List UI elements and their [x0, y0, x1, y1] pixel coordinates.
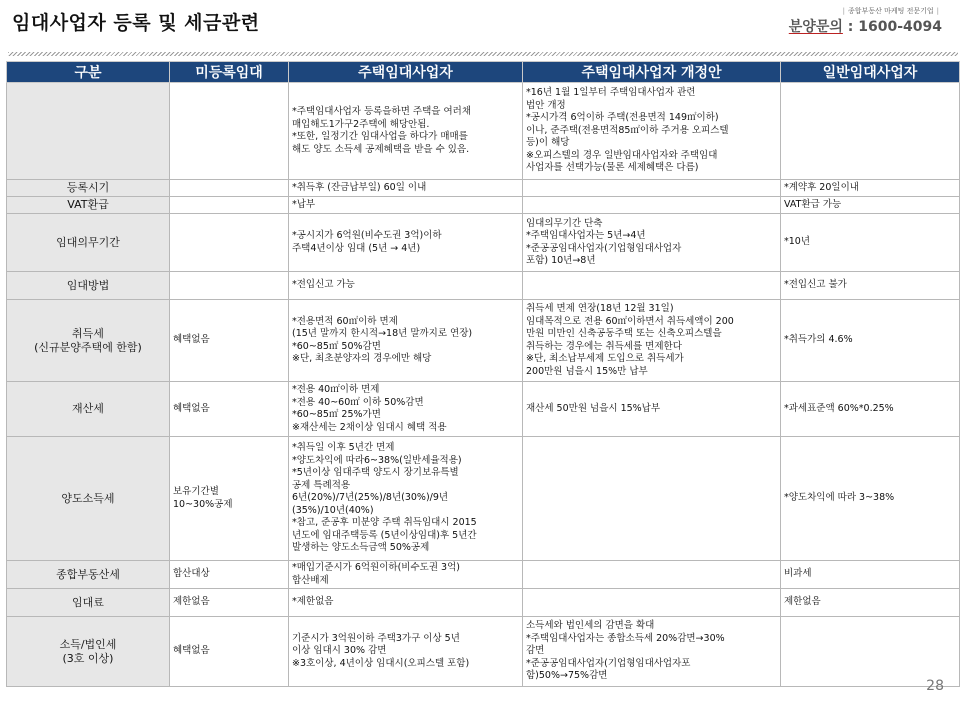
table-header-row [7, 62, 960, 83]
contact-label: 분양문의 [788, 19, 843, 35]
cell-general [781, 83, 960, 180]
cell-housing: *매입기준시가 6억원이하(비수도권 3억) 합산배제 [289, 561, 523, 589]
cell-unregistered [170, 272, 289, 300]
row-category: 임대방법 [7, 272, 170, 300]
row-category [7, 83, 170, 180]
page-title: 임대사업자 등록 및 세금관련 [12, 12, 260, 34]
cell-housing: *취득후 (잔금납부일) 60일 이내 [289, 180, 523, 197]
cell-unregistered [170, 180, 289, 197]
cell-general: VAT환급 가능 [781, 197, 960, 214]
row-category: 종합부동산세 [7, 561, 170, 589]
header-unregistered: 미등록임대 [170, 62, 289, 83]
header-housing-rental: 주택임대사업자 [289, 62, 523, 83]
cell-housing: *전입신고 가능 [289, 272, 523, 300]
row-category: 양도소득세 [7, 437, 170, 561]
cell-general: *10년 [781, 214, 960, 272]
cell-housing: 기준시가 3억원이하 주택3가구 이상 5년 이상 임대시 30% 감면 ※3호이상, 4년이상 임대시(오피스텔 포함) [289, 617, 523, 687]
cell-unregistered: 혜택없음 [170, 382, 289, 437]
cell-housing: *주택임대사업자 등록을하면 주택을 여러채 매입해도1가구2주택에 해당안됨. *또한, 일정기간 임대사업을 하다가 매매를 해도 양도 소득세 공제혜택을 받을 수 있음. [289, 83, 523, 180]
row-category: 취득세 (신규분양주택에 한함) [7, 300, 170, 382]
cell-unregistered: 제한없음 [170, 589, 289, 617]
cell-revised [523, 561, 781, 589]
table-row [7, 589, 960, 617]
cell-unregistered [170, 214, 289, 272]
cell-unregistered: 혜택없음 [170, 300, 289, 382]
cell-unregistered: 합산대상 [170, 561, 289, 589]
tax-comparison-table [6, 61, 960, 687]
row-category: 재산세 [7, 382, 170, 437]
cell-housing: *전용 40㎡이하 면제 *전용 40~60㎡ 이하 50%감면 *60~85㎡ 25%가면 ※재산세는 2채이상 임대시 혜택 적용 [289, 382, 523, 437]
cell-general: *계약후 20일이내 [781, 180, 960, 197]
row-category: VAT환급 [7, 197, 170, 214]
cell-unregistered: 보유기간별 10~30%공제 [170, 437, 289, 561]
table-row [7, 197, 960, 214]
cell-housing: *취득일 이후 5년간 면제 *양도차익에 따라6~38%(일반세율적용) *5년이상 임대주택 양도시 장기보유특별 공제 특례적용 6년(20%)/7년(25%)/8년(30%)/9년 (35%)/10년(40%) *참고, 준공후 미분양 주택 취득임대시 2015 년도에 임대주택등록 (5년이상임대)후 5년간 발생하는 양도소득금액 50%공제 [289, 437, 523, 561]
table-row [7, 180, 960, 197]
header-category: 구분 [7, 62, 170, 83]
contact-separator: : [842, 19, 859, 35]
row-category: 임대료 [7, 589, 170, 617]
cell-housing: *공시지가 6억원(비수도권 3억)이하 주택4년이상 임대 (5년 → 4년) [289, 214, 523, 272]
row-category: 임대의무기간 [7, 214, 170, 272]
cell-general: *취득가의 4.6% [781, 300, 960, 382]
cell-revised [523, 180, 781, 197]
cell-revised: 취득세 면제 연장(18년 12월 31일) 임대목적으로 전용 60㎡이하면서 취득세액이 200 만원 미만인 신축공동주택 또는 신축오피스텔을 취득하는 경우에는 취득세를 면제한다 ※단, 최소납부세제 도입으로 취득세가 200만원 넘을시 15%만 납부 [523, 300, 781, 382]
cell-revised [523, 589, 781, 617]
table-row [7, 83, 960, 180]
cell-housing: *전용면적 60㎡이하 면제 (15년 말까지 한시적→18년 말까지로 연장) *60~85㎡ 50%감면 ※단, 최초분양자의 경우에만 해당 [289, 300, 523, 382]
cell-general: *전입신고 불가 [781, 272, 960, 300]
row-category: 소득/법인세 (3호 이상) [7, 617, 170, 687]
tax-comparison-table-wrapper [6, 61, 959, 687]
hatched-divider [8, 52, 958, 56]
table-row [7, 382, 960, 437]
cell-general [781, 617, 960, 687]
cell-housing: *제한없음 [289, 589, 523, 617]
header-housing-revised: 주택임대사업자 개정안 [523, 62, 781, 83]
cell-general: 비과세 [781, 561, 960, 589]
cell-revised [523, 437, 781, 561]
table-row [7, 437, 960, 561]
contact-phone: 1600-4094 [858, 19, 942, 35]
cell-housing: *납부 [289, 197, 523, 214]
cell-unregistered [170, 83, 289, 180]
header-general-rental: 일반임대사업자 [781, 62, 960, 83]
table-row [7, 617, 960, 687]
brand-tagline-text: 종합부동산 마케팅 전문기업 [848, 7, 934, 15]
table-row [7, 272, 960, 300]
table-row [7, 561, 960, 589]
cell-revised: *16년 1월 1일부터 주택임대사업자 관련 법안 개정 *공시가격 6억이하 주택(전용면적 149㎡이하) 이나, 준주택(전용면적85㎡이하 주거용 오피스텔 등)이 해당 ※오피스텔의 경우 일반임대사업자와 주택임대 사업자를 선택가능(물론 세제혜택은 다름) [523, 83, 781, 180]
contact-info [789, 16, 942, 36]
cell-unregistered [170, 197, 289, 214]
cell-revised [523, 197, 781, 214]
row-category: 등록시기 [7, 180, 170, 197]
page-number: 28 [926, 678, 944, 694]
cell-general: 제한없음 [781, 589, 960, 617]
cell-general: *양도차익에 따라 3~38% [781, 437, 960, 561]
cell-revised: 재산세 50만원 넘을시 15%납부 [523, 382, 781, 437]
table-row [7, 214, 960, 272]
brand-tagline: | 종합부동산 마케팅 전문기업 | [842, 7, 939, 15]
cell-unregistered: 혜택없음 [170, 617, 289, 687]
table-row [7, 300, 960, 382]
cell-revised: 소득세와 법인세의 감면을 확대 *주택임대사업자는 종합소득세 20%감면→30% 감면 *준공공임대사업자(기업형임대사업자포 함)50%→75%감면 [523, 617, 781, 687]
cell-revised [523, 272, 781, 300]
cell-revised: 임대의무기간 단축 *주택임대사업자는 5년→4년 *준공공임대사업자(기업형임대사업자 포함) 10년→8년 [523, 214, 781, 272]
cell-general: *과세표준액 60%*0.25% [781, 382, 960, 437]
